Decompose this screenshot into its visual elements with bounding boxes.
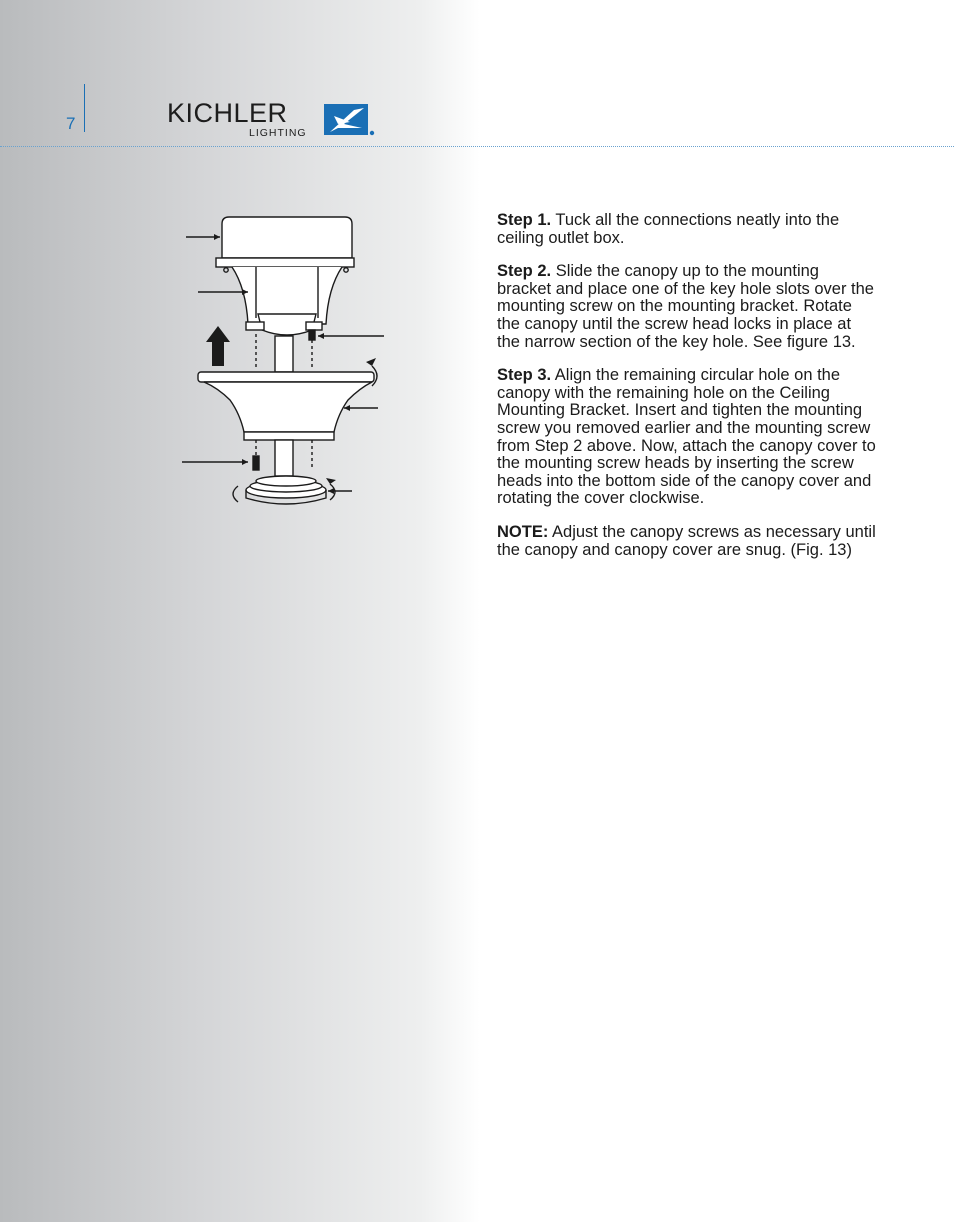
kichler-logo-icon — [324, 102, 376, 138]
instructions — [497, 212, 877, 575]
logo-subtext: LIGHTING — [249, 127, 307, 139]
logo-wordmark: KICHLER — [167, 98, 288, 128]
step-2-text: Slide the canopy up to the mounting bracket and place one of the key hole slots over the mounting screw on the mounting bracket. Rotate the canopy until the screw head locks in place at the narrow section of the key hole. See figure 13. — [497, 262, 874, 351]
note — [497, 524, 877, 559]
outlet-box — [222, 217, 352, 258]
down-rod — [275, 336, 293, 372]
kichler-logo — [167, 100, 379, 140]
canopy-installation-diagram — [176, 208, 396, 512]
step-2 — [497, 263, 877, 351]
note-text: Adjust the canopy screws as necessary until the canopy and canopy cover are snug. (Fig. 13) — [497, 522, 876, 559]
up-arrow-icon — [206, 326, 230, 366]
page-number: 7 — [66, 114, 76, 133]
header-divider — [84, 84, 85, 132]
step-3-label: Step 3. — [497, 366, 552, 385]
canopy-rim — [198, 372, 374, 382]
step-3-text: Align the remaining circular hole on the canopy with the remaining hole on the Ceiling Mounting Bracket. Insert and tighten the mounting screw you removed earlier and the mounting screw from Step 2 above. Now, attach the canopy cover to the mounting screw heads by inserting the screw heads into the bottom side of the canopy cover and rotating the cover clockwise. — [497, 366, 876, 508]
note-label: NOTE: — [497, 522, 549, 541]
step-1-text: Tuck all the connections neatly into the ceiling outlet box. — [497, 211, 840, 247]
step-3 — [497, 367, 877, 508]
box-flange — [216, 258, 354, 267]
header-dotted-rule — [0, 146, 954, 147]
step-1 — [497, 212, 877, 247]
step-1-label: Step 1. — [497, 211, 552, 229]
step-2-label: Step 2. — [497, 262, 552, 281]
